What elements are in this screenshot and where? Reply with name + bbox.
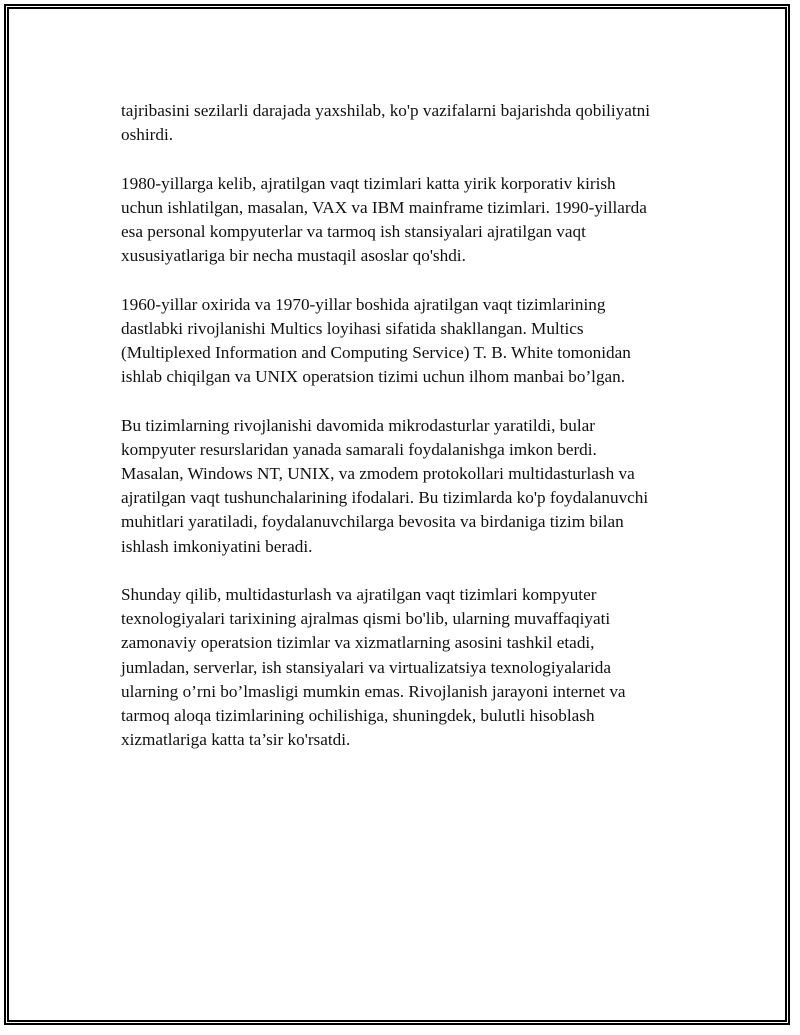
page-border [4, 4, 790, 1025]
document-body [121, 99, 711, 777]
paragraph-5: Shunday qilib, multidasturlash va ajratilgan vaqt tizimlari kompyuter texnologiyalari tarixining ajralmas qismi bo'lib, ularning muvaffaqiyati zamonaviy operatsion tizimlar va xizmatlarning asosini tashkil etadi, jumladan, serverlar, ish stansiyalari va virtualizatsiya texnologiyalarida ularning o’rni bo’lmasligi mumkin emas. Rivojlanish jarayoni internet va tarmoq aloqa tizimlarining ochilishiga, shuningdek, bulutli hisoblash xizmatlariga katta ta’sir ko'rsatdi. [121, 585, 626, 750]
paragraph-1: tajribasini sezilarli darajada yaxshilab, ko'p vazifalarni bajarishda qobiliyatni oshirdi. [121, 101, 651, 145]
paragraph-3: 1960-yillar oxirida va 1970-yillar boshida ajratilgan vaqt tizimlarining dastlabki rivojlanishi Multics loyihasi sifatida shakllangan. Multics (Multiplexed Information and Computing Service) T. B. White tomonidan ishlab chiqilgan va UNIX operatsion tizimi uchun ilhom manbai bo’lgan. [121, 294, 631, 387]
paragraph-4: Bu tizimlarning rivojlanishi davomida mikrodasturlar yaratildi, bular kompyuter resurslaridan yanada samarali foydalanishga imkon berdi. Masalan, Windows NT, UNIX, va zmodem protokollari multidasturlash va ajratilgan vaqt tushunchalarining ifodalari. Bu tizimlarda ko'p foydalanuvchi muhitlari yaratiladi, foydalanuvchilarga bevosita va birdaniga tizim bilan ishlash imkoniyatini beradi. [121, 415, 649, 556]
paragraph-2: 1980-yillarga kelib, ajratilgan vaqt tizimlari katta yirik korporativ kirish uchun ishlatilgan, masalan, VAX va IBM mainframe tizimlari. 1990-yillarda esa personal kompyuterlar va tarmoq ish stansiyalari ajratilgan vaqt xususiyatlariga bir necha mustaqil asoslar qo'shdi. [121, 173, 647, 266]
